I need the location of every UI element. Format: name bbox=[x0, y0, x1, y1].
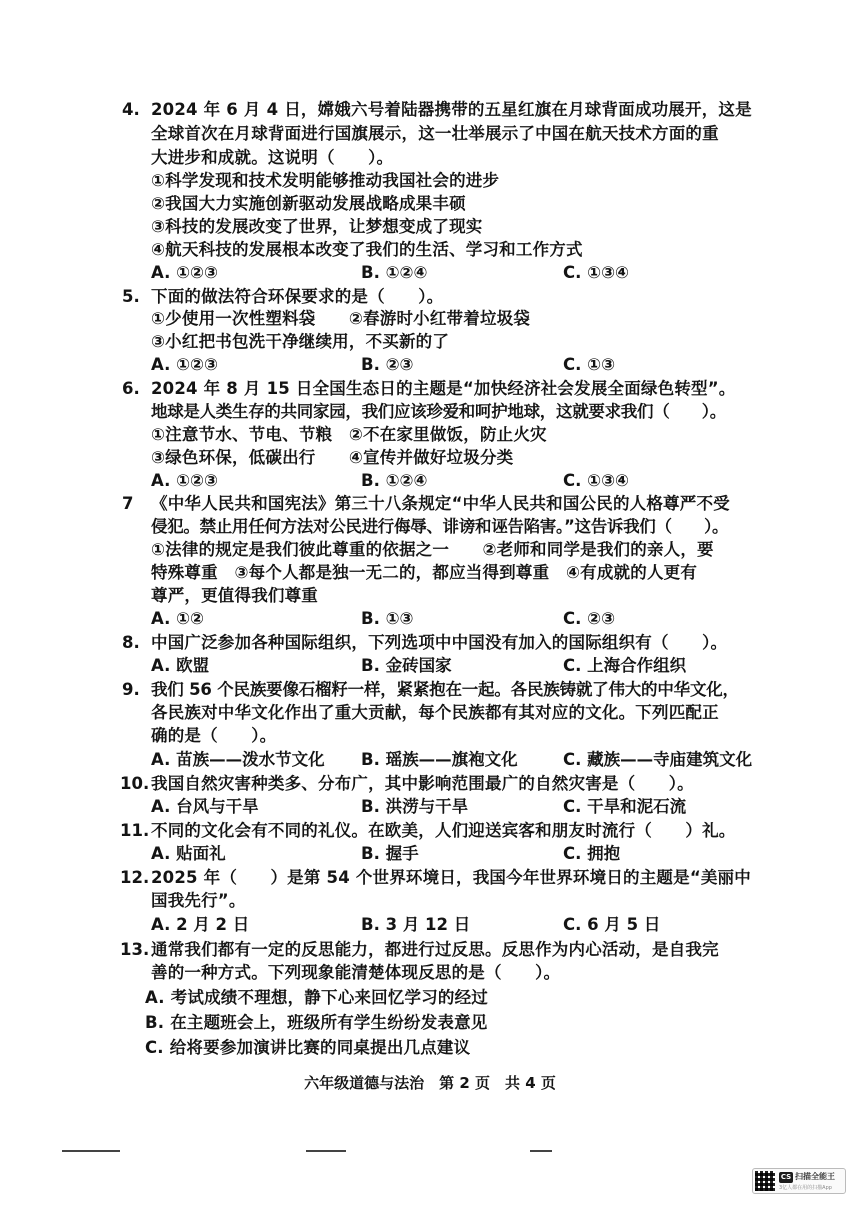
option-b: B. 3 月 12 日 bbox=[361, 915, 471, 934]
question-text: 我们 56 个民族要像石榴籽一样，紧紧抱在一起。各民族铸就了伟大的中华文化， bbox=[151, 680, 739, 699]
option-a: A. 苗族——泼水节文化 bbox=[151, 750, 325, 769]
scan-edge-line bbox=[62, 1150, 120, 1152]
statement-item: ③小红把书包洗干净继续用，不买新的了 bbox=[151, 332, 450, 351]
option-a: A. 考试成绩不理想，静下心来回忆学习的经过 bbox=[145, 988, 488, 1007]
option-c: C. 干旱和泥石流 bbox=[563, 797, 687, 816]
question-text: 2024 年 8 月 15 日全国生态日的主题是“加快经济社会发展全面绿色转型”。 bbox=[151, 379, 736, 398]
option-c: C. 藏族——寺庙建筑文化 bbox=[563, 750, 753, 769]
statement-item: ①法律的规定是我们彼此尊重的依据之一 ②老师和同学是我们的亲人，要 bbox=[151, 540, 714, 559]
camscanner-logo: CS bbox=[780, 1173, 792, 1181]
option-b: B. ①③ bbox=[361, 609, 414, 628]
scanner-watermark bbox=[752, 1168, 846, 1194]
question-text: 各民族对中华文化作出了重大贡献，每个民族都有其对应的文化。下列匹配正 bbox=[151, 703, 719, 722]
question-number: 13. bbox=[120, 940, 150, 959]
scan-edge-line bbox=[306, 1150, 346, 1152]
question-number: 11. bbox=[120, 821, 150, 840]
question-number: 9. bbox=[122, 680, 140, 699]
question-text: 我国自然灾害种类多、分布广，其中影响范围最广的自然灾害是（ ）。 bbox=[151, 774, 694, 793]
option-a: A. 欧盟 bbox=[151, 656, 210, 675]
option-c: C. ①③④ bbox=[563, 263, 630, 282]
option-a: A. 2 月 2 日 bbox=[151, 915, 250, 934]
statement-item: ①注意节水、节电、节粮 ②不在家里做饭，防止火灾 bbox=[151, 425, 547, 444]
scanner-name: 扫描全能王 bbox=[795, 1172, 835, 1181]
option-c: C. 拥抱 bbox=[563, 844, 621, 863]
question-number: 12. bbox=[120, 868, 150, 887]
option-c: C. ①③ bbox=[563, 355, 616, 374]
option-b: B. 金砖国家 bbox=[361, 656, 452, 675]
question-text: 国我先行”。 bbox=[151, 891, 246, 910]
option-c: C. ①③④ bbox=[563, 471, 630, 490]
question-text: 全球首次在月球背面进行国旗展示，这一壮举展示了中国在航天技术方面的重 bbox=[151, 124, 719, 143]
option-a: A. ①② bbox=[151, 609, 205, 628]
statement-item: ④航天科技的发展根本改变了我们的生活、学习和工作方式 bbox=[151, 240, 583, 259]
option-b: B. 握手 bbox=[361, 844, 419, 863]
question-text: 大进步和成就。这说明（ ）。 bbox=[151, 148, 394, 167]
question-number: 5. bbox=[122, 287, 140, 306]
scan-edge-line bbox=[530, 1150, 552, 1152]
question-text: 下面的做法符合环保要求的是（ ）。 bbox=[151, 287, 444, 306]
option-b: B. 瑶族——旗袍文化 bbox=[361, 750, 518, 769]
option-b: B. ①②④ bbox=[361, 263, 428, 282]
question-number: 4. bbox=[122, 100, 140, 119]
option-c: C. 给将要参加演讲比赛的同桌提出几点建议 bbox=[145, 1038, 471, 1057]
question-text: 2024 年 6 月 4 日，嫦娥六号着陆器携带的五星红旗在月球背面成功展开，这是 bbox=[151, 100, 752, 119]
statement-item: 特殊尊重 ③每个人都是独一无二的，都应当得到尊重 ④有成就的人更有 bbox=[151, 563, 698, 582]
question-text: 地球是人类生存的共同家园，我们应该珍爱和呵护地球，这就要求我们（ ）。 bbox=[151, 402, 726, 421]
question-text: 《中华人民共和国宪法》第三十八条规定“中华人民共和国公民的人格尊严不受 bbox=[151, 494, 730, 513]
question-number: 8. bbox=[122, 633, 140, 652]
option-a: A. 贴面礼 bbox=[151, 844, 226, 863]
option-a: A. 台风与干旱 bbox=[151, 797, 259, 816]
statement-item: ②我国大力实施创新驱动发展战略成果丰硕 bbox=[151, 194, 466, 213]
option-b: B. ②③ bbox=[361, 355, 414, 374]
option-b: B. 洪涝与干旱 bbox=[361, 797, 469, 816]
statement-item: ①少使用一次性塑料袋 ②春游时小红带着垃圾袋 bbox=[151, 309, 531, 328]
option-b: B. ①②④ bbox=[361, 471, 428, 490]
question-text: 2025 年（ ）是第 54 个世界环境日，我国今年世界环境日的主题是“美丽中 bbox=[151, 868, 751, 887]
question-text: 中国广泛参加各种国际组织，下列选项中中国没有加入的国际组织有（ ）。 bbox=[151, 633, 728, 652]
option-c: C. 6 月 5 日 bbox=[563, 915, 661, 934]
question-text: 侵犯。禁止用任何方法对公民进行侮辱、诽谤和诬告陷害。”这告诉我们（ ）。 bbox=[151, 517, 729, 536]
option-a: A. ①②③ bbox=[151, 355, 218, 374]
page-footer: 六年级道德与法治 第 2 页 共 4 页 bbox=[304, 1074, 556, 1092]
qr-code-icon bbox=[755, 1171, 775, 1191]
question-text: 通常我们都有一定的反思能力，都进行过反思。反思作为内心活动，是自我完 bbox=[151, 940, 719, 959]
question-number: 7 bbox=[122, 494, 134, 513]
statement-item: ①科学发现和技术发明能够推动我国社会的进步 bbox=[151, 171, 500, 190]
question-text: 不同的文化会有不同的礼仪。在欧美，人们迎送宾客和朋友时流行（ ）礼。 bbox=[151, 821, 736, 840]
statement-item: 尊严，更值得我们尊重 bbox=[151, 586, 318, 605]
option-b: B. 在主题班会上，班级所有学生纷纷发表意见 bbox=[145, 1013, 488, 1032]
option-c: C. 上海合作组织 bbox=[563, 656, 687, 675]
option-a: A. ①②③ bbox=[151, 471, 218, 490]
statement-item: ③绿色环保，低碳出行 ④宣传并做好垃圾分类 bbox=[151, 448, 514, 467]
option-a: A. ①②③ bbox=[151, 263, 218, 282]
statement-item: ③科技的发展改变了世界，让梦想变成了现实 bbox=[151, 217, 483, 236]
option-c: C. ②③ bbox=[563, 609, 616, 628]
scanner-tagline: 3亿人都在用的扫描App bbox=[779, 1185, 832, 1191]
question-number: 6. bbox=[122, 379, 140, 398]
question-text: 善的一种方式。下列现象能清楚体现反思的是（ ）。 bbox=[151, 963, 561, 982]
question-number: 10. bbox=[120, 774, 150, 793]
question-text: 确的是（ ）。 bbox=[151, 726, 277, 745]
